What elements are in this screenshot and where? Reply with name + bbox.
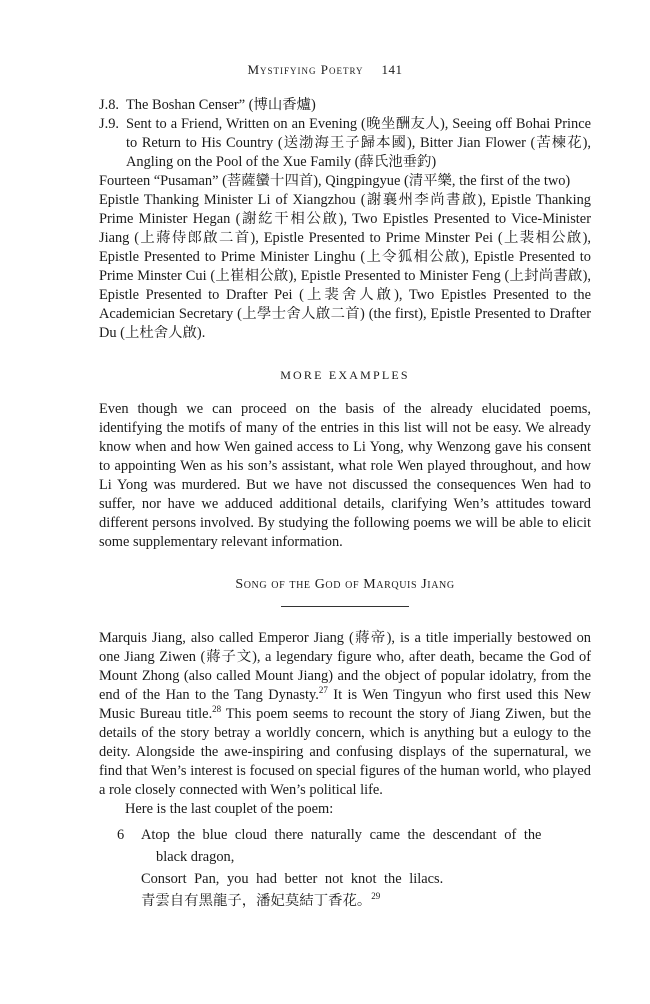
section-heading: MORE EXAMPLES — [280, 368, 410, 382]
heading-rule — [281, 606, 409, 607]
list-item-label: J.9. — [99, 116, 119, 132]
list-item — [99, 115, 591, 172]
running-title: Mystifying Poetry — [247, 62, 364, 77]
more-examples-paragraph: Even though we can proceed on the basis of the already elucidated poems, identifying the motifs of many of the entries in this list will not be easy. We already know when and how Wen gained access to Li Yong, why Wenzong gave his consent to appointing Wen as his son’s assistant, what role Wen played throughout, and how Li Yong was murdered. But we have not discussed the consequences Wen had to suffer, nor have we adduced additional details, clarifying Wen’s attitudes toward different persons involved. By studying the following poems we will be able to elicit some supplementary relevant information. — [99, 401, 591, 550]
list-item-text: The Boshan Censer” (博山香爐) — [126, 97, 316, 113]
verse-line — [99, 826, 591, 845]
list-item-label: J.8. — [99, 97, 119, 113]
page-body — [99, 96, 591, 914]
running-header — [0, 62, 650, 78]
paragraph-text: This poem seems to recount the story of Jiang Ziwen, but the details of the story betray a worldly concern, which is anything but a eulogy to the deity. Alongside the awe-inspiring and confusing displays of the supernatural, we find that Wen’s interest is focused on special figures of the human world, who played a role closely connected with Wen’s political life. — [99, 706, 591, 798]
list-item-text: Sent to a Friend, Written on an Evening (晚坐酬友人), Seeing off Bohai Prince to Return to His Country (送渤海王子歸本國), Bitter Jian Flower (苦楝花), Angling on the Pool of the Xue Family (薛氏池垂釣) — [126, 116, 591, 170]
paragraph-text: Marquis Jiang, also called Emperor Jiang (蔣帝), is a title imperially bestowed on one Jiang Ziwen (蔣子文), a legendary figure who, after death, became the God of Mount Zhong (also called Mount Jiang) and the object of popular idolatry, from the end of the Han to the Tang Dynasty. — [99, 630, 591, 703]
paragraph-text: It is Wen Tingyun who first used this New Music Bureau title. — [99, 687, 592, 722]
list-item — [99, 96, 591, 115]
footnote-ref-29: 29 — [371, 891, 381, 902]
page-number: 141 — [381, 62, 403, 77]
poem-subheading: Song of the God of Marquis Jiang — [235, 577, 455, 592]
pusaman-entry: Fourteen “Pusaman” (菩薩蠻十四首), Qingpingyue (清平樂, the first of the two) — [99, 173, 571, 189]
verse-number: 6 — [117, 827, 125, 843]
verse-chinese-text: 青雲自有黑龍子，潘妃莫結丁香花。 — [141, 893, 372, 909]
footnote-ref-27: 27 — [318, 685, 328, 696]
marquis-paragraph — [99, 629, 591, 800]
verse-line-text: Consort Pan, you had better not knot the lilacs. — [141, 871, 444, 887]
couplet-intro: Here is the last couplet of the poem: — [125, 801, 334, 817]
verse-line-text: Atop the blue cloud there naturally came the descendant of the — [141, 827, 542, 843]
footnote-ref-28: 28 — [212, 704, 222, 715]
verse-chinese-line — [99, 892, 591, 911]
verse-line-continuation: black dragon, — [156, 849, 235, 865]
epistles-entry: Epistle Thanking Minister Li of Xiangzhou (謝襄州李尚書啟), Epistle Thanking Prime Minister Hegan (謝紇干相公啟), Two Epistles Presented to Vice-Minister Jiang (上蔣侍郎啟二首), Epistle Presented to Prime Minster Pei (上裴相公啟), Epistle Presented to Prime Minister Linghu (上令狐相公啟), Epistle Presented to Prime Minster Cui (上崔相公啟), Epistle Presented to Minister Feng (上封尚書啟), Epistle Presented to Drafter Pei (上裴舍人啟), Two Epistles Presented to the Academician Secretary (上學士舍人啟二首) (the first), Epistle Presented to Drafter Du (上杜舍人啟). — [99, 192, 591, 341]
verse-line — [99, 870, 591, 889]
verse-block — [99, 826, 591, 911]
